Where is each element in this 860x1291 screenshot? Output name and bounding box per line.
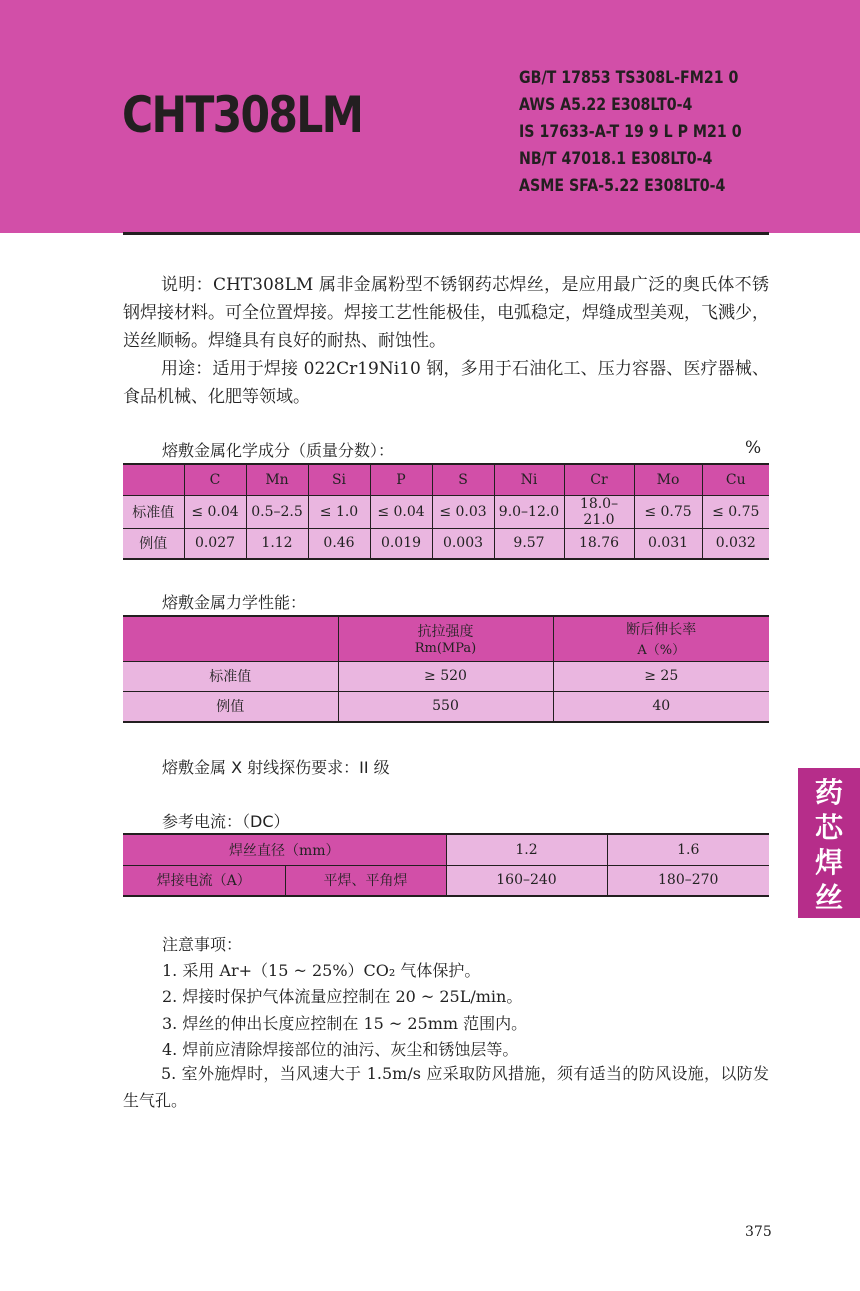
- chem-header-cell: Mo: [634, 464, 702, 495]
- diameter-cell: 1.6: [607, 834, 769, 865]
- chem-cell: 9.57: [494, 528, 564, 559]
- chem-cell: ≤ 1.0: [308, 495, 370, 528]
- standard-line: ASME SFA-5.22 E308LT0-4: [519, 176, 726, 195]
- category-tab: [798, 768, 860, 918]
- mech-header-line: 抗拉强度: [417, 624, 474, 641]
- chem-header-cell: Si: [308, 464, 370, 495]
- chem-row-label: 例值: [123, 528, 184, 559]
- note-item: 4. 焊前应清除焊接部位的油污、灰尘和锈蚀层等。: [162, 1040, 519, 1059]
- diameter-label: 焊丝直径（mm）: [123, 834, 446, 865]
- mech-table: [123, 615, 769, 723]
- mech-cell: 550: [338, 691, 553, 722]
- chem-cell: 18.0–21.0: [564, 495, 634, 528]
- chem-cell: ≤ 0.75: [702, 495, 769, 528]
- current-table: [123, 833, 769, 897]
- category-char: 芯: [814, 811, 843, 844]
- chem-cell: ≤ 0.75: [634, 495, 702, 528]
- standard-line: AWS A5.22 E308LT0-4: [519, 95, 693, 114]
- notes-title: 注意事项：: [162, 935, 243, 954]
- current-title: 参考电流：（DC）: [162, 812, 290, 831]
- mech-header-row: [123, 616, 769, 661]
- chem-header-cell: P: [370, 464, 432, 495]
- note-item: 3. 焊丝的伸出长度应控制在 15 ~ 25mm 范围内。: [162, 1014, 528, 1033]
- category-char: 丝: [814, 881, 843, 914]
- product-model: CHT308LM: [122, 86, 363, 144]
- mech-cell: 40: [553, 691, 769, 722]
- usage-label: 用途：: [161, 359, 213, 379]
- chem-row-label: 标准值: [123, 495, 184, 528]
- category-char: 焊: [814, 846, 843, 879]
- chem-unit: %: [745, 438, 762, 458]
- current-diameter-row: [123, 834, 769, 865]
- current-range-cell: 180–270: [607, 865, 769, 896]
- chem-header-blank: [123, 464, 184, 495]
- header-rule: [123, 232, 769, 235]
- standard-line: NB/T 47018.1 E308LT0-4: [519, 149, 713, 168]
- mech-header-line: A（%）: [637, 643, 686, 659]
- page-number: 375: [745, 1224, 772, 1240]
- mech-header-cell: [553, 616, 769, 661]
- mech-header-line: 断后伸长率: [626, 622, 697, 639]
- current-label: 焊接电流（A）: [123, 865, 285, 896]
- chem-cell: ≤ 0.04: [184, 495, 246, 528]
- chem-title: 熔敷金属化学成分（质量分数）：: [162, 441, 395, 460]
- note-item: 5. 室外施焊时，当风速大于 1.5m/s 应采取防风措施，须有适当的防风设施，以防发生气孔。: [123, 1064, 769, 1110]
- note-item: 2. 焊接时保护气体流量应控制在 20 ~ 25L/min。: [162, 987, 523, 1006]
- chem-header-cell: Cu: [702, 464, 769, 495]
- chem-cell: 9.0–12.0: [494, 495, 564, 528]
- chem-cell: 0.46: [308, 528, 370, 559]
- note-item: 1. 采用 Ar+（15 ~ 25%）CO₂ 气体保护。: [162, 961, 481, 980]
- mech-header-cell: [338, 616, 553, 661]
- position-label: 平焊、平角焊: [285, 865, 446, 896]
- chem-header-cell: C: [184, 464, 246, 495]
- mech-title: 熔敷金属力学性能：: [162, 593, 307, 612]
- chem-header-cell: Mn: [246, 464, 308, 495]
- chem-row-standard: [123, 495, 769, 528]
- usage-paragraph: [123, 355, 769, 411]
- chem-cell: ≤ 0.04: [370, 495, 432, 528]
- chem-cell: 0.032: [702, 528, 769, 559]
- usage-text: 适用于焊接 022Cr19Ni10 钢，多用于石油化工、压力容器、医疗器械、食品机械、化肥等领域。: [123, 359, 769, 407]
- description-paragraph: [123, 271, 769, 355]
- chem-cell: 0.027: [184, 528, 246, 559]
- mech-row-standard: [123, 661, 769, 691]
- category-char: 药: [814, 776, 843, 809]
- chem-cell: 0.5–2.5: [246, 495, 308, 528]
- chem-cell: 0.003: [432, 528, 494, 559]
- mech-row-label: 例值: [123, 691, 338, 722]
- mech-row-example: [123, 691, 769, 722]
- chem-table: [123, 463, 769, 560]
- chem-cell: ≤ 0.03: [432, 495, 494, 528]
- standard-line: GB/T 17853 TS308L-FM21 0: [519, 68, 739, 87]
- mech-cell: ≥ 25: [553, 661, 769, 691]
- chem-header-cell: Cr: [564, 464, 634, 495]
- chem-header-row: [123, 464, 769, 495]
- description-label: 说明：: [161, 275, 213, 295]
- mech-header-line: Rm(MPa): [414, 641, 477, 657]
- mech-cell: ≥ 520: [338, 661, 553, 691]
- chem-cell: 0.019: [370, 528, 432, 559]
- chem-cell: 0.031: [634, 528, 702, 559]
- mech-header-blank: [123, 616, 338, 661]
- standards-list: [519, 64, 742, 199]
- chem-cell: 1.12: [246, 528, 308, 559]
- description-text: CHT308LM 属非金属粉型不锈钢药芯焊丝，是应用最广泛的奥氏体不锈钢焊接材料。可全位置焊接。焊接工艺性能极佳，电弧稳定，焊缝成型美观，飞溅少，送丝顺畅。焊缝具有良好的耐热、耐蚀性。: [123, 275, 770, 351]
- chem-cell: 18.76: [564, 528, 634, 559]
- xray-requirement: 熔敷金属 X 射线探伤要求：II 级: [162, 758, 390, 777]
- chem-header-cell: S: [432, 464, 494, 495]
- standard-line: IS 17633-A-T 19 9 L P M21 0: [519, 122, 742, 141]
- diameter-cell: 1.2: [446, 834, 607, 865]
- current-range-cell: 160–240: [446, 865, 607, 896]
- chem-row-example: [123, 528, 769, 559]
- chem-header-cell: Ni: [494, 464, 564, 495]
- current-range-row: [123, 865, 769, 896]
- mech-row-label: 标准值: [123, 661, 338, 691]
- header-band: [0, 0, 860, 233]
